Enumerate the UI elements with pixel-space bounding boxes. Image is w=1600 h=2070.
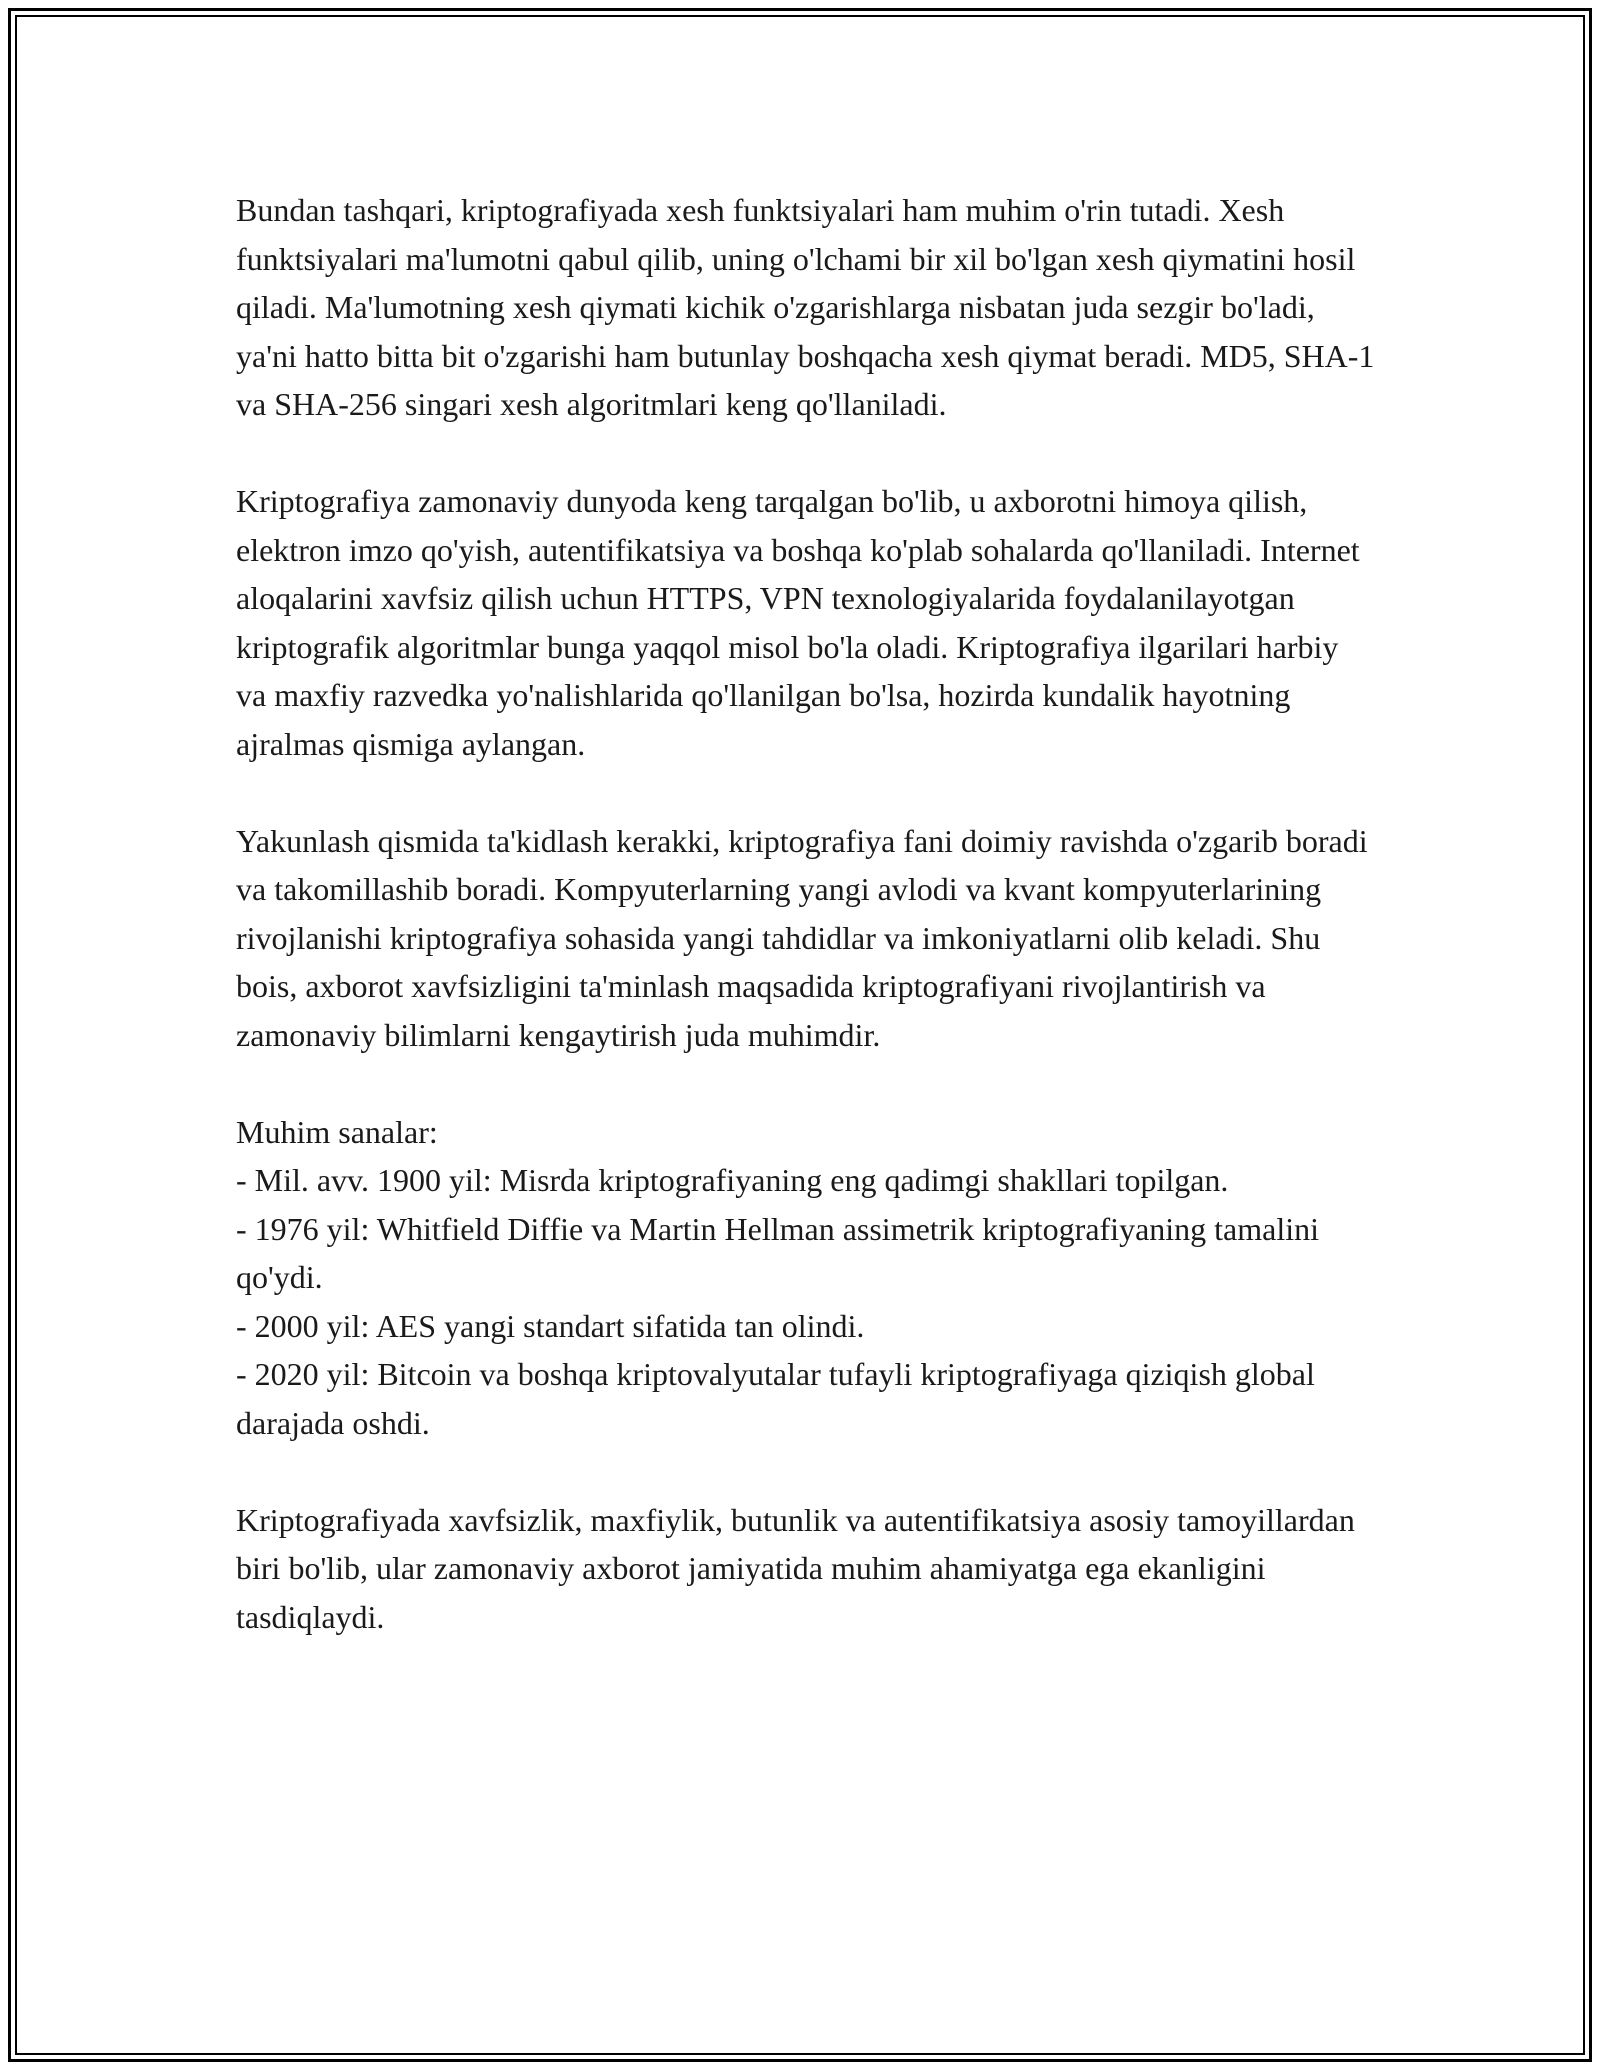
list-item: - 2020 yil: Bitcoin va boshqa kriptovalyutalar tufayli kriptografiyaga qiziqish global darajada oshdi. (236, 1356, 1315, 1441)
paragraph-closing: Kriptografiyada xavfsizlik, maxfiylik, butunlik va autentifikatsiya asosiy tamoyillardan biri bo'lib, ular zamonaviy axborot jamiyatida muhim ahamiyatga ega ekanligini tasdiqlaydi. (236, 1501, 1355, 1635)
paragraph-modern-usage: Kriptografiya zamonaviy dunyoda keng tarqalgan bo'lib, u axborotni himoya qilish, elektron imzo qo'yish, autentifikatsiya va boshqa ko'plab sohalarda qo'llaniladi. Internet aloqalarini xavfsiz qilish uchun HTTPS, VPN texnologiyalarida foydalanilayotgan kriptografik algoritmlar bunga yaqqol misol bo'la oladi. Kriptografiya ilgarilari harbiy va maxfiy razvedka yo'nalishlarida qo'llanilgan bo'lsa, hozirda kundalik hayotning ajralmas qismiga aylangan. (236, 483, 1360, 762)
document-body (236, 186, 1376, 1690)
important-dates-list (236, 1108, 1376, 1448)
list-item: - 1976 yil: Whitfield Diffie va Martin Hellman assimetrik kriptografiyaning tamalini qo'ydi. (236, 1210, 1320, 1295)
list-heading: Muhim sanalar: (236, 1113, 438, 1150)
list-item: - 2000 yil: AES yangi standart sifatida tan olindi. (236, 1307, 865, 1344)
paragraph-conclusion: Yakunlash qismida ta'kidlash kerakki, kriptografiya fani doimiy ravishda o'zgarib boradi va takomillashib boradi. Kompyuterlarning yangi avlodi va kvant kompyuterlarining rivojlanishi kriptografiya sohasida yangi tahdidlar va imkoniyatlarni olib keladi. Shu bois, axborot xavfsizligini ta'minlash maqsadida kriptografiyani rivojlantirish va zamonaviy bilimlarni kengaytirish juda muhimdir. (236, 822, 1368, 1053)
paragraph-hash-functions: Bundan tashqari, kriptografiyada xesh funktsiyalari ham muhim o'rin tutadi. Xesh funktsiyalari ma'lumotni qabul qilib, uning o'lchami bir xil bo'lgan xesh qiymatini hosil qiladi. Ma'lumotning xesh qiymati kichik o'zgarishlarga nisbatan juda sezgir bo'ladi, ya'ni hatto bitta bit o'zgarishi ham butunlay boshqacha xesh qiymat beradi. MD5, SHA-1 va SHA-256 singari xesh algoritmlari keng qo'llaniladi. (236, 192, 1375, 422)
list-item: - Mil. avv. 1900 yil: Misrda kriptografiyaning eng qadimgi shakllari topilgan. (236, 1162, 1229, 1198)
